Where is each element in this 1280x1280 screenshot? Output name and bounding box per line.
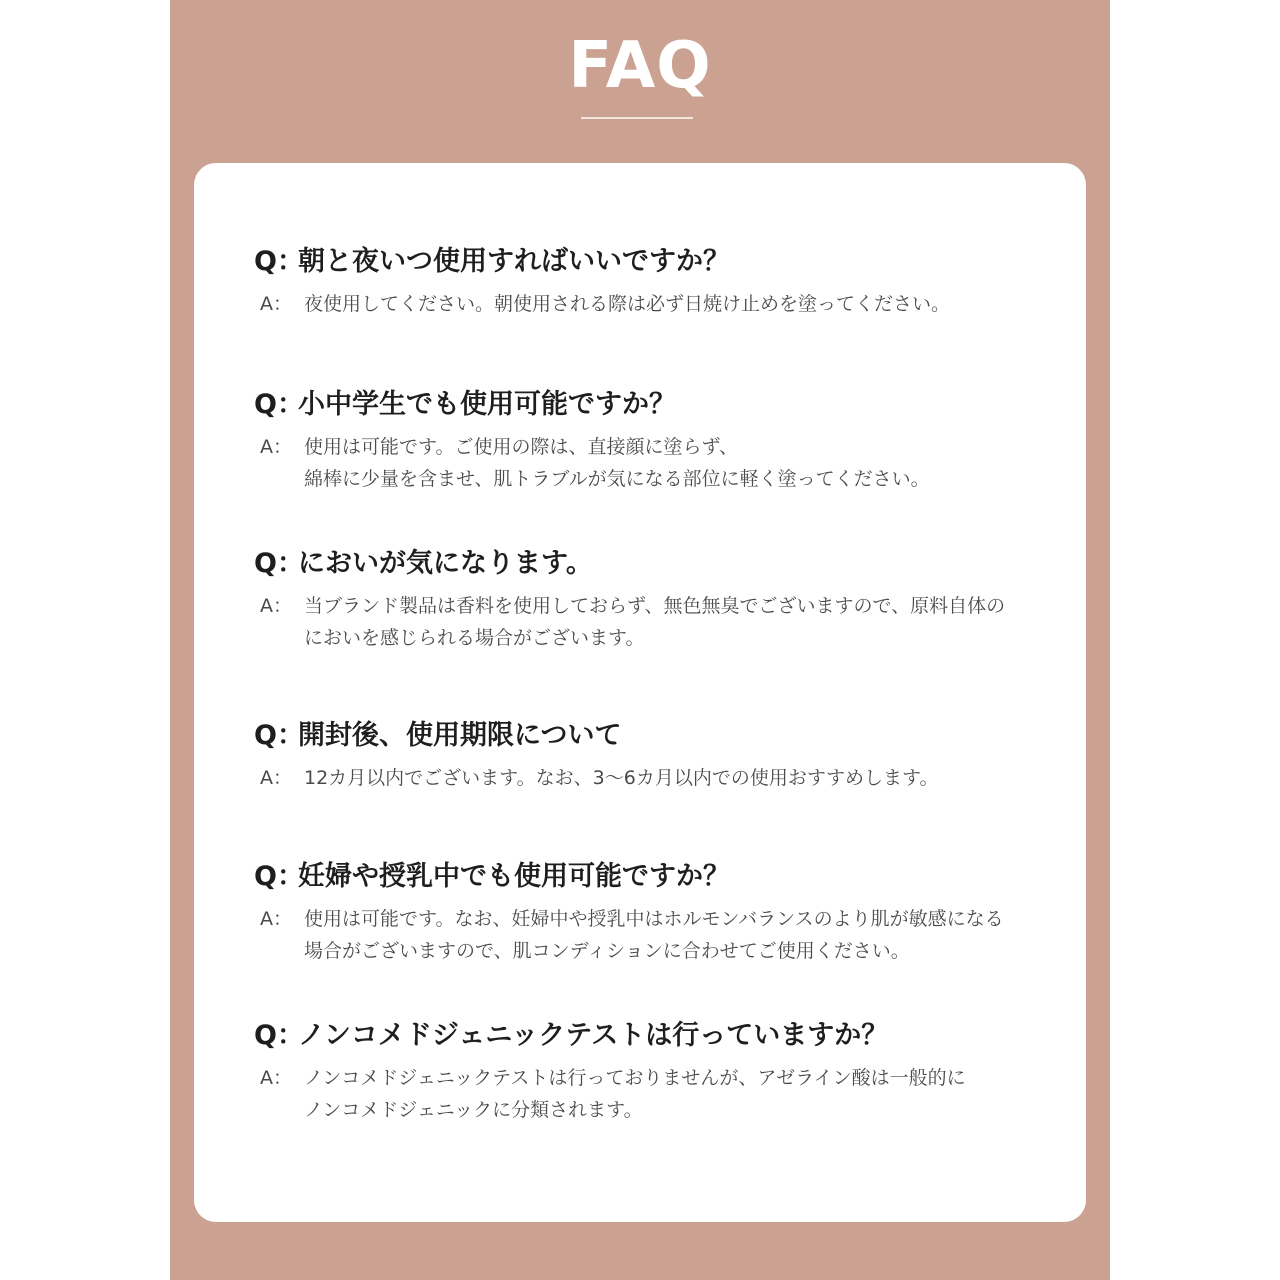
title-divider — [581, 117, 693, 119]
answer-text: 夜使用してください。朝使用される際は必ず日焼け止めを塗ってください。 — [304, 293, 951, 315]
faq-item — [254, 540, 1074, 654]
answer-text: 当ブランド製品は香料を使用しておらず、無色無臭でございますので、原料自体の — [304, 595, 1006, 617]
answer-label: A： — [260, 767, 292, 789]
answer-text: においを感じられる場合がございます。 — [304, 627, 645, 649]
question-label: Q： — [254, 860, 304, 892]
faq-question — [254, 712, 1074, 752]
faq-question — [254, 1012, 1074, 1052]
faq-answer — [254, 762, 1074, 794]
question-text: ノンコメドジェニックテストは行っていますか？ — [298, 1019, 889, 1051]
question-text: においが気になります。 — [298, 547, 593, 579]
faq-question — [254, 540, 1074, 580]
faq-answer — [254, 288, 1074, 320]
faq-item — [254, 238, 1074, 320]
faq-answer — [254, 590, 1074, 654]
faq-item — [254, 712, 1074, 794]
question-text: 朝と夜いつ使用すればいいですか？ — [298, 245, 730, 277]
answer-text: 場合がございますので、肌コンディションに合わせてご使用ください。 — [304, 940, 910, 962]
faq-question — [254, 381, 1074, 421]
faq-answer — [254, 903, 1074, 967]
faq-question — [254, 238, 1074, 278]
question-label: Q： — [254, 547, 304, 579]
answer-label: A： — [260, 595, 292, 617]
answer-text: 使用は可能です。なお、妊婦中や授乳中はホルモンバランスのより肌が敏感になる — [304, 908, 1004, 930]
faq-answer — [254, 1062, 1074, 1126]
question-label: Q： — [254, 1019, 304, 1051]
faq-question — [254, 853, 1074, 893]
question-label: Q： — [254, 388, 304, 420]
answer-text: ノンコメドジェニックテストは行っておりませんが、アゼライン酸は一般的に — [304, 1067, 966, 1089]
answer-label: A： — [260, 908, 292, 930]
page-title: FAQ — [568, 29, 712, 103]
question-text: 妊婦や授乳中でも使用可能ですか？ — [298, 860, 730, 892]
answer-label: A： — [260, 293, 292, 315]
answer-label: A： — [260, 436, 292, 458]
faq-item — [254, 1012, 1074, 1126]
faq-item — [254, 853, 1074, 967]
answer-text: 12カ月以内でございます。なお、3〜6カ月以内での使用おすすめします。 — [304, 767, 939, 789]
faq-answer — [254, 431, 1074, 495]
question-text: 小中学生でも使用可能ですか？ — [298, 388, 676, 420]
question-label: Q： — [254, 245, 304, 277]
answer-text: ノンコメドジェニックに分類されます。 — [304, 1099, 643, 1121]
faq-panel — [170, 0, 1110, 1280]
faq-item — [254, 381, 1074, 495]
answer-text: 綿棒に少量を含ませ、肌トラブルが気になる部位に軽く塗ってください。 — [304, 468, 930, 490]
question-text: 開封後、使用期限について — [298, 719, 622, 751]
answer-label: A： — [260, 1067, 292, 1089]
answer-text: 使用は可能です。ご使用の際は、直接顔に塗らず、 — [304, 436, 738, 458]
faq-card — [194, 163, 1086, 1222]
question-label: Q： — [254, 719, 304, 751]
